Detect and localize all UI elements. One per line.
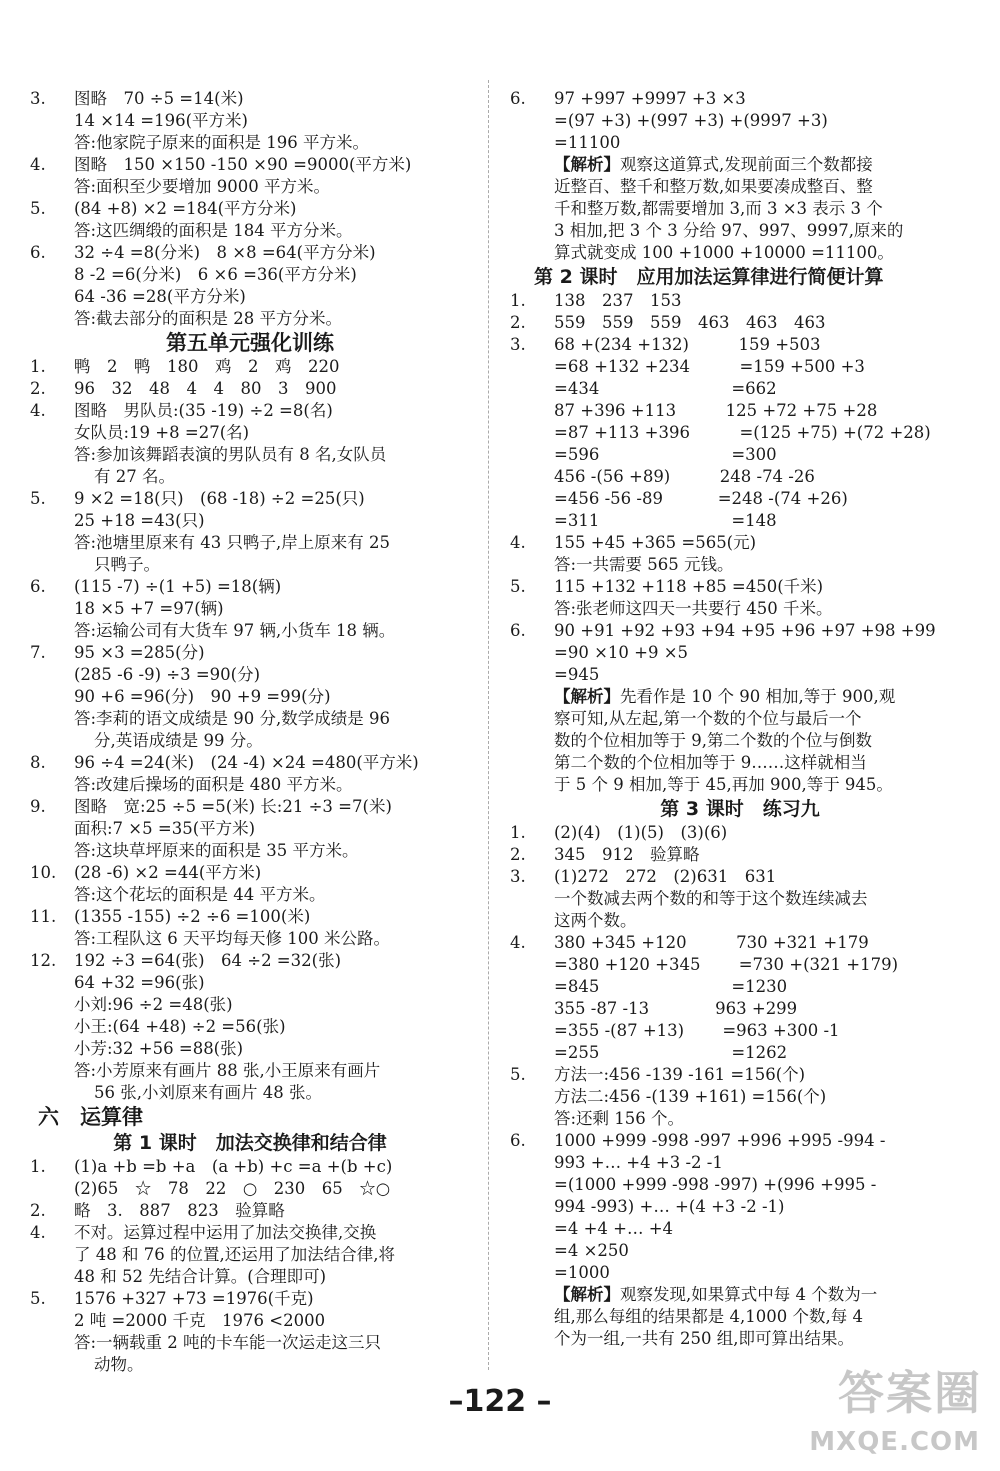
answer-item bbox=[510, 1130, 970, 1152]
answer-line: =434 =662 bbox=[554, 379, 777, 398]
item-number: 3. bbox=[510, 335, 526, 354]
item-number: 7. bbox=[30, 643, 46, 662]
answer-item bbox=[30, 950, 470, 972]
item-text: (1355 -155) ÷2 ÷6 =100(米) bbox=[74, 907, 311, 926]
answer-line: 答:这块草坪原来的面积是 35 平方米。 bbox=[74, 841, 359, 860]
analysis-tag: 【解析】 bbox=[554, 155, 620, 174]
answer-line: 答:工程队这 6 天平均每天修 100 米公路。 bbox=[74, 929, 391, 948]
item-number: 4. bbox=[30, 155, 46, 174]
answer-line: 14 ×14 =196(平方米) bbox=[74, 111, 248, 130]
item-text: 不对。运算过程中运用了加法交换律,交换 bbox=[74, 1223, 377, 1242]
answer-line: 动物。 bbox=[94, 1355, 144, 1374]
watermark-url: MXQE.COM bbox=[809, 1427, 980, 1457]
answer-item bbox=[510, 1064, 970, 1086]
answer-item bbox=[30, 1200, 470, 1222]
item-text: 96 ÷4 =24(米) (24 -4) ×24 =480(平方米) bbox=[74, 753, 419, 772]
answer-line: =68 +132 +234 =159 +500 +3 bbox=[554, 357, 865, 376]
answer-item bbox=[510, 88, 970, 110]
answer-line: 355 -87 -13 963 +299 bbox=[554, 999, 798, 1018]
answer-item bbox=[30, 242, 470, 264]
answer-line: 64 +32 =96(张) bbox=[74, 973, 205, 992]
item-number: 2. bbox=[30, 1201, 46, 1220]
answer-line: 56 张,小刘原来有画片 48 张。 bbox=[94, 1083, 322, 1102]
analysis-note bbox=[510, 1284, 970, 1306]
answer-line: 18 ×5 +7 =97(辆) bbox=[74, 599, 224, 618]
item-text: (28 -6) ×2 =44(平方米) bbox=[74, 863, 262, 882]
answer-line: 994 -993) +… +(4 +3 -2 -1) bbox=[554, 1197, 785, 1216]
answer-line: 只鸭子。 bbox=[94, 555, 160, 574]
answer-line: 答:面积至少要增加 9000 平方米。 bbox=[74, 177, 331, 196]
section-heading: 第五单元强化训练 bbox=[166, 331, 334, 355]
item-text: 95 ×3 =285(分) bbox=[74, 643, 205, 662]
item-text: 115 +132 +118 +85 =450(千米) bbox=[554, 577, 824, 596]
answer-line: 答:参加该舞蹈表演的男队员有 8 名,女队员 bbox=[74, 445, 387, 464]
section-heading: 六 运算律 bbox=[38, 1105, 143, 1129]
answer-line: =845 =1230 bbox=[554, 977, 788, 996]
answer-line: 答:李莉的语文成绩是 90 分,数学成绩是 96 bbox=[74, 709, 391, 728]
answer-line: 答:一辆载重 2 吨的卡车能一次运走这三只 bbox=[74, 1333, 382, 1352]
answer-line: 女队员:19 +8 =27(名) bbox=[74, 423, 250, 442]
item-text: 鸭 2 鸭 180 鸡 2 鸡 220 bbox=[74, 357, 340, 376]
site-watermark bbox=[767, 1357, 982, 1457]
answer-item bbox=[30, 752, 470, 774]
answer-item bbox=[30, 1222, 470, 1244]
item-text: 方法一:456 -139 -161 =156(个) bbox=[554, 1065, 806, 1084]
answer-line: 答:这匹绸缎的面积是 184 平方分米。 bbox=[74, 221, 353, 240]
column-divider bbox=[488, 80, 489, 1370]
item-number: 5. bbox=[30, 1289, 46, 1308]
answer-item bbox=[510, 822, 970, 844]
item-text: (115 -7) ÷(1 +5) =18(辆) bbox=[74, 577, 282, 596]
answer-line: 了 48 和 76 的位置,还运用了加法结合律,将 bbox=[74, 1245, 395, 1264]
answer-line: 近整百、整千和整万数,如果要凑成整百、整 bbox=[554, 177, 873, 196]
answer-item bbox=[30, 862, 470, 884]
item-text: 559 559 559 463 463 463 bbox=[554, 313, 826, 332]
answer-item bbox=[510, 532, 970, 554]
answer-line: 于 5 个 9 相加,等于 45,再加 900,等于 945。 bbox=[554, 775, 893, 794]
answer-line: 答:一共需要 565 元钱。 bbox=[554, 555, 734, 574]
item-text: 345 912 验算略 bbox=[554, 845, 700, 864]
answer-line: =(97 +3) +(997 +3) +(9997 +3) bbox=[554, 111, 828, 130]
page-number: –122 – bbox=[448, 1384, 552, 1419]
analysis-text: 观察发现,如果算式中每 4 个数为一 bbox=[620, 1285, 878, 1304]
item-number: 1. bbox=[30, 357, 46, 376]
answer-line: 答:张老师这四天一共要行 450 千米。 bbox=[554, 599, 833, 618]
answer-item bbox=[30, 88, 470, 110]
item-number: 3. bbox=[30, 89, 46, 108]
answer-line: 面积:7 ×5 =35(平方米) bbox=[74, 819, 256, 838]
answer-line: 小王:(64 +48) ÷2 =56(张) bbox=[74, 1017, 286, 1036]
item-text: 32 ÷4 =8(分米) 8 ×8 =64(平方分米) bbox=[74, 243, 376, 262]
item-number: 5. bbox=[510, 577, 526, 596]
answer-item bbox=[30, 906, 470, 928]
item-number: 11. bbox=[30, 907, 57, 926]
answer-line: 这两个数。 bbox=[554, 911, 637, 930]
item-number: 4. bbox=[30, 1223, 46, 1242]
answer-line: =380 +120 +345 =730 +(321 +179) bbox=[554, 955, 899, 974]
answer-line: (285 -6 -9) ÷3 =90(分) bbox=[74, 665, 261, 684]
item-text: 图略 宽:25 ÷5 =5(米) 长:21 ÷3 =7(米) bbox=[74, 797, 392, 816]
answer-line: 答:截去部分的面积是 28 平方分米。 bbox=[74, 309, 343, 328]
item-number: 2. bbox=[30, 379, 46, 398]
analysis-note bbox=[510, 154, 970, 176]
answer-line: =4 +4 +… +4 bbox=[554, 1219, 674, 1238]
answer-line: =(1000 +999 -998 -997) +(996 +995 - bbox=[554, 1175, 877, 1194]
right-column bbox=[510, 88, 970, 1350]
answer-item bbox=[510, 866, 970, 888]
answer-line: =87 +113 +396 =(125 +75) +(72 +28) bbox=[554, 423, 931, 442]
answer-line: =90 ×10 +9 ×5 bbox=[554, 643, 689, 662]
item-number: 1. bbox=[30, 1157, 46, 1176]
answer-line: =11100 bbox=[554, 133, 621, 152]
answer-line: 答:还剩 156 个。 bbox=[554, 1109, 685, 1128]
item-number: 4. bbox=[510, 933, 526, 952]
answer-line: 算式就变成 100 +1000 +10000 =11100。 bbox=[554, 243, 894, 262]
item-number: 4. bbox=[30, 401, 46, 420]
item-number: 2. bbox=[510, 313, 526, 332]
answer-line: =255 =1262 bbox=[554, 1043, 788, 1062]
answer-item bbox=[30, 1156, 470, 1178]
answer-line: 答:他家院子原来的面积是 196 平方米。 bbox=[74, 133, 370, 152]
answer-line: 个为一组,一共有 250 组,即可算出结果。 bbox=[554, 1329, 854, 1348]
answer-line: 千和整万数,都需要增加 3,而 3 ×3 表示 3 个 bbox=[554, 199, 883, 218]
answer-line: 48 和 52 先结合计算。(合理即可) bbox=[74, 1267, 327, 1286]
answer-item bbox=[510, 620, 970, 642]
answer-line: 小芳:32 +56 =88(张) bbox=[74, 1039, 244, 1058]
analysis-text: 观察这道算式,发现前面三个数都接 bbox=[620, 155, 873, 174]
answer-line: (2)65 ☆ 78 22 ○ 230 65 ☆○ bbox=[74, 1179, 391, 1198]
answer-line: 一个数减去两个数的和等于这个数连续减去 bbox=[554, 889, 868, 908]
answer-item bbox=[510, 334, 970, 356]
section-heading: 第 2 课时 应用加法运算律进行简便计算 bbox=[534, 266, 884, 288]
item-number: 9. bbox=[30, 797, 46, 816]
answer-line: =311 =148 bbox=[554, 511, 777, 530]
answer-line: 8 -2 =6(分米) 6 ×6 =36(平方分米) bbox=[74, 265, 357, 284]
answer-line: 小刘:96 ÷2 =48(张) bbox=[74, 995, 233, 1014]
item-number: 10. bbox=[30, 863, 57, 882]
item-number: 6. bbox=[510, 1131, 526, 1150]
answer-line: =596 =300 bbox=[554, 445, 777, 464]
item-text: 略 3. 887 823 验算略 bbox=[74, 1201, 285, 1220]
left-column bbox=[30, 88, 470, 1376]
item-number: 12. bbox=[30, 951, 57, 970]
answer-item bbox=[30, 488, 470, 510]
answer-line: 察可知,从左起,第一个数的个位与最后一个 bbox=[554, 709, 862, 728]
answer-item bbox=[30, 198, 470, 220]
item-text: 1000 +999 -998 -997 +996 +995 -994 - bbox=[554, 1131, 886, 1150]
answer-item bbox=[30, 796, 470, 818]
item-text: (1)a +b =b +a (a +b) +c =a +(b +c) bbox=[74, 1157, 393, 1176]
item-text: 90 +91 +92 +93 +94 +95 +96 +97 +98 +99 bbox=[554, 621, 936, 640]
answer-line: 456 -(56 +89) 248 -74 -26 bbox=[554, 467, 815, 486]
answer-line: 组,那么每组的结果都是 4,1000 个数,每 4 bbox=[554, 1307, 863, 1326]
answer-line: 数的个位相加等于 9,第二个数的个位与倒数 bbox=[554, 731, 872, 750]
item-text: 图略 70 ÷5 =14(米) bbox=[74, 89, 244, 108]
answer-line: 方法二:456 -(139 +161) =156(个) bbox=[554, 1087, 827, 1106]
item-text: 192 ÷3 =64(张) 64 ÷2 =32(张) bbox=[74, 951, 342, 970]
answer-item bbox=[30, 356, 470, 378]
item-text: 1576 +327 +73 =1976(千克) bbox=[74, 1289, 314, 1308]
answer-line: 25 +18 =43(只) bbox=[74, 511, 205, 530]
item-text: 9 ×2 =18(只) (68 -18) ÷2 =25(只) bbox=[74, 489, 365, 508]
item-number: 4. bbox=[510, 533, 526, 552]
item-number: 5. bbox=[510, 1065, 526, 1084]
answer-line: 有 27 名。 bbox=[94, 467, 175, 486]
answer-line: 分,英语成绩是 99 分。 bbox=[94, 731, 263, 750]
answer-line: =355 -(87 +13) =963 +300 -1 bbox=[554, 1021, 840, 1040]
item-text: 图略 男队员:(35 -19) ÷2 =8(名) bbox=[74, 401, 333, 420]
answer-item bbox=[510, 844, 970, 866]
answer-item bbox=[510, 290, 970, 312]
answer-item bbox=[510, 312, 970, 334]
answer-line: 3 相加,把 3 个 3 分给 97、997、9997,原来的 bbox=[554, 221, 904, 240]
item-number: 1. bbox=[510, 823, 526, 842]
answer-item bbox=[30, 1288, 470, 1310]
analysis-tag: 【解析】 bbox=[554, 1285, 620, 1304]
item-number: 6. bbox=[30, 577, 46, 596]
analysis-text: 先看作是 10 个 90 相加,等于 900,观 bbox=[620, 687, 896, 706]
answer-item bbox=[30, 642, 470, 664]
item-text: (84 +8) ×2 =184(平方分米) bbox=[74, 199, 297, 218]
answer-line: 答:改建后操场的面积是 480 平方米。 bbox=[74, 775, 353, 794]
item-text: 96 32 48 4 4 80 3 900 bbox=[74, 379, 337, 398]
answer-line: 2 吨 =2000 千克 1976 <2000 bbox=[74, 1311, 326, 1330]
analysis-note bbox=[510, 686, 970, 708]
item-number: 6. bbox=[30, 243, 46, 262]
item-number: 5. bbox=[30, 199, 46, 218]
answer-line: 993 +… +4 +3 -2 -1 bbox=[554, 1153, 723, 1172]
answer-item bbox=[30, 400, 470, 422]
item-number: 6. bbox=[510, 621, 526, 640]
answer-line: =945 bbox=[554, 665, 600, 684]
item-number: 1. bbox=[510, 291, 526, 310]
answer-line: 87 +396 +113 125 +72 +75 +28 bbox=[554, 401, 878, 420]
section-heading: 第 1 课时 加法交换律和结合律 bbox=[113, 1132, 387, 1154]
item-number: 5. bbox=[30, 489, 46, 508]
item-text: (1)272 272 (2)631 631 bbox=[554, 867, 777, 886]
item-text: 155 +45 +365 =565(元) bbox=[554, 533, 757, 552]
answer-line: 90 +6 =96(分) 90 +9 =99(分) bbox=[74, 687, 331, 706]
answer-line: 答:运输公司有大货车 97 辆,小货车 18 辆。 bbox=[74, 621, 396, 640]
item-text: 138 237 153 bbox=[554, 291, 682, 310]
answer-line: 答:池塘里原来有 43 只鸭子,岸上原来有 25 bbox=[74, 533, 391, 552]
answer-line: =4 ×250 bbox=[554, 1241, 629, 1260]
item-text: 97 +997 +9997 +3 ×3 bbox=[554, 89, 746, 108]
item-number: 2. bbox=[510, 845, 526, 864]
item-number: 3. bbox=[510, 867, 526, 886]
answer-line: =1000 bbox=[554, 1263, 610, 1282]
watermark-logo-text: 答案圈 bbox=[838, 1366, 982, 1420]
analysis-tag: 【解析】 bbox=[554, 687, 620, 706]
answer-item bbox=[30, 576, 470, 598]
answer-item bbox=[510, 932, 970, 954]
item-text: 68 +(234 +132) 159 +503 bbox=[554, 335, 821, 354]
answer-line: 第二个数的个位相加等于 9……这样就相当 bbox=[554, 753, 867, 772]
item-text: 图略 150 ×150 -150 ×90 =9000(平方米) bbox=[74, 155, 412, 174]
answer-line: =456 -56 -89 =248 -(74 +26) bbox=[554, 489, 848, 508]
answer-line: 64 -36 =28(平方分米) bbox=[74, 287, 246, 306]
answer-item bbox=[30, 378, 470, 400]
item-number: 6. bbox=[510, 89, 526, 108]
answer-line: 答:这个花坛的面积是 44 平方米。 bbox=[74, 885, 326, 904]
item-text: (2)(4) (1)(5) (3)(6) bbox=[554, 823, 728, 842]
section-heading: 第 3 课时 练习九 bbox=[660, 798, 820, 820]
answer-item bbox=[30, 154, 470, 176]
item-number: 8. bbox=[30, 753, 46, 772]
item-text: 380 +345 +120 730 +321 +179 bbox=[554, 933, 869, 952]
answer-line: 答:小芳原来有画片 88 张,小王原来有画片 bbox=[74, 1061, 381, 1080]
answer-item bbox=[510, 576, 970, 598]
